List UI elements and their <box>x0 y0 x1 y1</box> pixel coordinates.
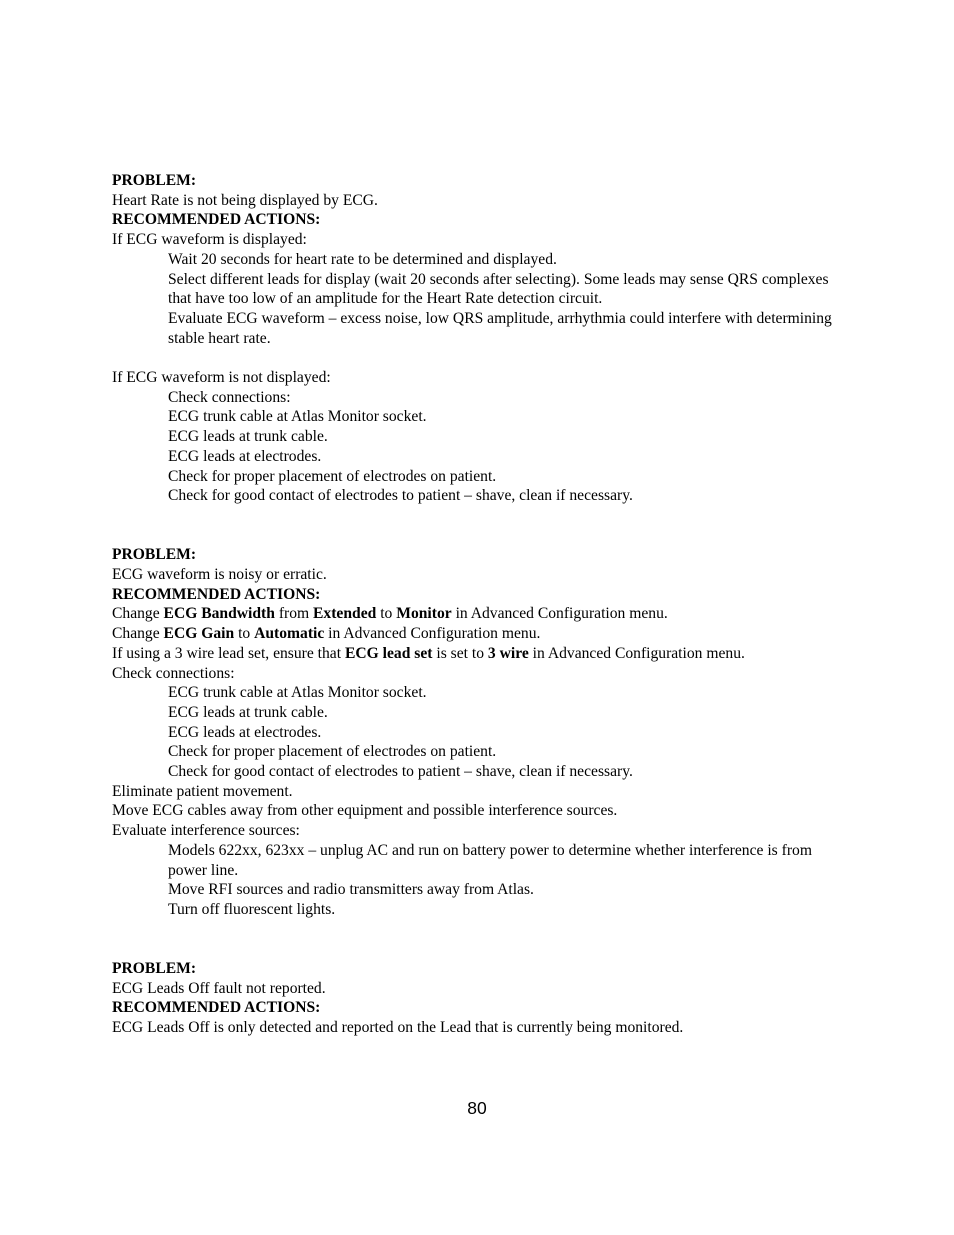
text: If using a 3 wire lead set, ensure that <box>112 644 345 662</box>
spacer <box>112 506 872 545</box>
interference-heading: Evaluate interference sources: <box>112 822 300 840</box>
action-item: Wait 20 seconds for heart rate to be determined and displayed. <box>168 250 557 268</box>
text: in Advanced Configuration menu. <box>528 644 745 662</box>
problem-section-noisy-waveform <box>112 545 872 919</box>
spacer <box>112 920 872 959</box>
text: from <box>274 605 314 623</box>
text: to <box>376 605 397 623</box>
actions-label: RECOMMENDED ACTIONS: <box>112 999 321 1017</box>
setting-name: ECG Bandwidth <box>163 605 275 623</box>
problem-label: PROBLEM: <box>112 546 197 564</box>
setting-value: Automatic <box>254 625 325 643</box>
waveform-displayed-heading: If ECG waveform is displayed: <box>112 231 307 249</box>
problem-section-heart-rate <box>112 171 872 506</box>
action-item: ECG leads at trunk cable. <box>168 703 328 721</box>
action-text: ECG Leads Off is only detected and reported on the Lead that is currently being monitored. <box>112 1019 684 1037</box>
action-item: Check for good contact of electrodes to patient – shave, clean if necessary. <box>168 763 633 781</box>
actions-label: RECOMMENDED ACTIONS: <box>112 211 321 229</box>
action-item: Turn off fluorescent lights. <box>168 900 336 918</box>
check-connections-heading: Check connections: <box>112 664 235 682</box>
setting-name: ECG lead set <box>344 644 433 662</box>
movement-instruction: Eliminate patient movement. <box>112 782 293 800</box>
setting-value: Monitor <box>396 605 452 623</box>
setting-value: Extended <box>313 605 377 623</box>
action-item: Check for proper placement of electrodes on patient. <box>168 743 497 761</box>
cables-instruction: Move ECG cables away from other equipment and possible interference sources. <box>112 802 618 820</box>
action-item: Check connections: <box>168 388 291 406</box>
action-item: Check for good contact of electrodes to patient – shave, clean if necessary. <box>168 487 633 505</box>
action-item: ECG leads at electrodes. <box>168 447 322 465</box>
problem-text: Heart Rate is not being displayed by ECG. <box>112 191 378 209</box>
text: is set to <box>432 644 488 662</box>
action-item: ECG trunk cable at Atlas Monitor socket. <box>168 408 427 426</box>
problem-text: ECG waveform is noisy or erratic. <box>112 566 327 584</box>
text: Change <box>112 605 164 623</box>
action-item: ECG leads at electrodes. <box>168 723 322 741</box>
bandwidth-instruction <box>112 604 872 624</box>
waveform-not-displayed-heading: If ECG waveform is not displayed: <box>112 369 331 387</box>
action-item: Check for proper placement of electrodes on patient. <box>168 467 497 485</box>
actions-label: RECOMMENDED ACTIONS: <box>112 585 321 603</box>
problem-text: ECG Leads Off fault not reported. <box>112 979 326 997</box>
problem-section-leads-off <box>112 959 872 1038</box>
text: to <box>234 625 255 643</box>
problem-label: PROBLEM: <box>112 960 197 978</box>
action-item: ECG trunk cable at Atlas Monitor socket. <box>168 684 427 702</box>
page-content <box>112 171 872 1038</box>
text: Change <box>112 625 164 643</box>
gain-instruction <box>112 624 872 644</box>
text: in Advanced Configuration menu. <box>324 625 541 643</box>
text: in Advanced Configuration menu. <box>451 605 668 623</box>
action-item: Move RFI sources and radio transmitters away from Atlas. <box>168 881 534 899</box>
action-item: Models 622xx, 623xx – unplug AC and run on battery power to determine whether interference is from power line. <box>168 841 812 879</box>
setting-name: ECG Gain <box>163 625 235 643</box>
action-item: ECG leads at trunk cable. <box>168 428 328 446</box>
problem-label: PROBLEM: <box>112 172 197 189</box>
action-item: Evaluate ECG waveform – excess noise, low QRS amplitude, arrhythmia could interfere with determining stable heart rate. <box>168 309 832 347</box>
page-number: 80 <box>467 1098 487 1118</box>
leadset-instruction <box>112 644 872 664</box>
setting-value: 3 wire <box>487 644 529 662</box>
spacer <box>112 348 872 368</box>
action-item: Select different leads for display (wait 20 seconds after selecting). Some leads may sense QRS complexes that have too low of an amplitude for the Heart Rate detection circuit. <box>168 270 829 308</box>
